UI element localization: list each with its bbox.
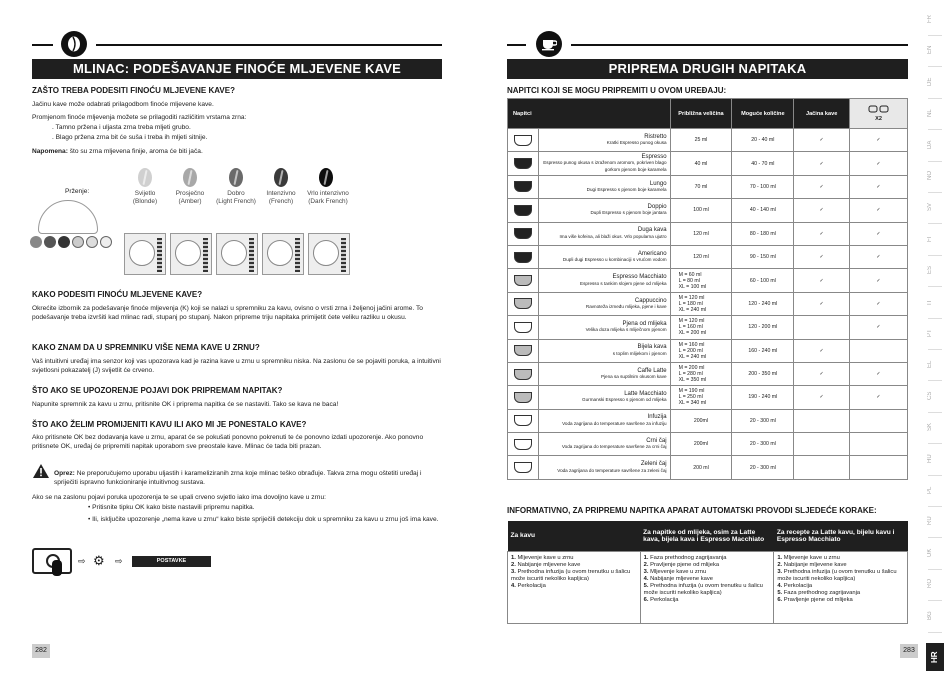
strength-check-cell: ✓ (794, 386, 850, 409)
tab-divider (928, 192, 942, 193)
x2-check-cell: ✓ (850, 245, 908, 268)
drink-name-cell (538, 152, 670, 175)
roast-label-french: Intenzivno (French) (266, 190, 296, 205)
language-tab-hu[interactable]: HU (927, 454, 933, 463)
strength-check-cell (794, 316, 850, 339)
header-rule-right (571, 44, 908, 46)
size-cell: M = 200 ml L = 280 ml XL = 350 ml (670, 362, 732, 385)
paragraph: Promjenom finoće mljevenja možete se prilagoditi različitim vrstama zrna: (32, 114, 247, 121)
table-row (508, 292, 908, 315)
drink-name-cell (538, 292, 670, 315)
drink-cup-icon (508, 129, 539, 152)
drink-name-cell (538, 129, 670, 152)
size-cell: M = 160 ml L = 200 ml XL = 240 ml (670, 339, 732, 362)
roast-label: Prženje: (65, 188, 90, 195)
drink-name: Espresso Macchiato (612, 274, 667, 281)
size-cell: 120 ml (670, 245, 732, 268)
language-tab-fi[interactable]: FI (927, 236, 933, 242)
size-cell: 200 ml (670, 456, 732, 479)
tab-divider (928, 412, 942, 413)
grind-setting-image (262, 233, 304, 275)
table-row (508, 175, 908, 198)
size-cell: M = 120 ml L = 160 ml XL = 200 ml (670, 316, 732, 339)
bullet: • Ili, isključite upozorenje „nema kave u zrnu“ kako biste spriječili detekciju dok u spremniku za kavu u zrnu još ima kave. (88, 516, 439, 523)
warning-icon (33, 464, 49, 483)
size-cell: 200ml (670, 409, 732, 432)
paragraph: Ako pritisnete OK bez dodavanja kave u zrnu, aparat će se pokušati ponovno pokrenuti te će ponovno izdati upozorenje. Ako ponovno pritisnete OK, uređaj će pripremiti napitak uporabom sve preostale kave. Mlinac će tada biti prazan. (32, 434, 424, 450)
steps-latte (774, 551, 908, 623)
drink-name-cell (538, 339, 670, 362)
section-heading: ZAŠTO TREBA PODESITI FINOĆU MLJEVENE KAVE? (32, 86, 235, 95)
page-number: 282 (32, 644, 50, 658)
drink-name: Bijela kava (637, 344, 667, 351)
language-tab-en[interactable]: EN (927, 46, 933, 55)
tab-divider (928, 506, 942, 507)
strength-check-cell: ✓ (794, 222, 850, 245)
range-cell: 190 - 240 ml (732, 386, 794, 409)
column-header: Približna veličina (670, 99, 732, 129)
paragraph: Ako se na zaslonu pojavi poruka upozorenja te se upali crveno svjetlo iako ima dovoljno kave u zrnu: (32, 494, 326, 501)
drink-name: Americano (637, 250, 667, 257)
drink-name: Infuzija (647, 414, 667, 421)
size-cell: M = 120 ml L = 180 ml XL = 240 ml (670, 292, 732, 315)
strength-check-cell: ✓ (794, 362, 850, 385)
tab-divider (928, 223, 942, 224)
range-cell: 20 - 300 ml (732, 456, 794, 479)
drink-cup-icon (508, 245, 539, 268)
section-heading: NAPITCI KOJI SE MOGU PRIPREMITI U OVOM UREĐAJU: (507, 86, 727, 95)
drink-description: Ravnoteža između mlijeka, pjene i kave (585, 303, 667, 309)
right-page (475, 0, 950, 674)
table-row (508, 269, 908, 292)
drink-description: Voda zagrijana do temperature savršene za infuziju (562, 420, 667, 426)
drink-cup-icon (508, 292, 539, 315)
table-row (508, 245, 908, 268)
gear-icon: ⚙ (93, 553, 105, 568)
strength-check-cell: ✓ (794, 339, 850, 362)
tab-divider (928, 600, 942, 601)
strength-check-cell (794, 433, 850, 456)
table-row (508, 222, 908, 245)
range-cell: 80 - 180 ml (732, 222, 794, 245)
drink-name: Doppio (647, 203, 667, 210)
roast-bean-blonde (138, 168, 152, 187)
range-cell: 160 - 240 ml (732, 339, 794, 362)
strength-check-cell: ✓ (794, 199, 850, 222)
range-cell: 20 - 300 ml (732, 409, 794, 432)
roast-label-light-french: Dobro (Light French) (216, 190, 256, 205)
table-row (508, 409, 908, 432)
arrow-right-icon: ⇨ (78, 556, 86, 566)
language-tab-pt[interactable]: PT (927, 329, 933, 337)
drink-name-cell (538, 222, 670, 245)
table-row (508, 433, 908, 456)
drink-description: Ima više kofeina, ali blaži okus. Vrlo popularna ujutro (559, 233, 667, 239)
language-tab-fr[interactable]: FR (927, 15, 933, 23)
drink-description: s toplim mlijekom i pjenom (612, 350, 667, 356)
table-row (508, 199, 908, 222)
drink-cup-icon (508, 433, 539, 456)
tab-divider (928, 35, 942, 36)
strength-check-cell (794, 409, 850, 432)
table-row (508, 316, 908, 339)
strength-check-cell (794, 456, 850, 479)
x2-check-cell: ✓ (850, 175, 908, 198)
note (32, 147, 203, 156)
drink-name: Caffe Latte (637, 367, 667, 374)
x2-check-cell: ✓ (850, 269, 908, 292)
step-item: 2. Nabijanje mljevene kave (777, 561, 847, 568)
strength-check-cell: ✓ (794, 175, 850, 198)
size-cell: 100 ml (670, 199, 732, 222)
drink-description: Gurmanski Espresso s pjenom od mlijeka (582, 397, 667, 403)
x2-check-cell: ✓ (850, 316, 908, 339)
size-cell: 70 ml (670, 175, 732, 198)
section-heading: KAKO PODESITI FINOĆU MLJEVENE KAVE? (32, 290, 203, 299)
drink-name-cell (538, 175, 670, 198)
grind-setting-image (170, 233, 212, 275)
size-cell: 200ml (670, 433, 732, 456)
drink-cup-icon (508, 339, 539, 362)
grinder-illustration (38, 200, 98, 234)
drink-description: Velika doza mlijeka s mliječnom pjenom (585, 327, 667, 333)
section-heading: ŠTO AKO ŽELIM PROMIJENITI KAVU ILI AKO MI JE PONESTALO KAVE? (32, 420, 307, 429)
table-row (508, 152, 908, 175)
range-cell: 120 - 200 ml (732, 316, 794, 339)
arrow-right-icon: ⇨ (115, 556, 123, 566)
x2-check-cell: ✓ (850, 362, 908, 385)
language-tab-pl[interactable]: PL (927, 486, 933, 494)
x2-check-cell: ✓ (850, 199, 908, 222)
column-header-x2: X2 (850, 99, 908, 129)
roast-bean-dark-french (319, 168, 333, 187)
section-heading: INFORMATIVNO, ZA PRIPREMU NAPITKA APARAT AUTOMATSKI PROVODI SLJEDEĆE KORAKE: (507, 506, 877, 515)
grind-setting-image (216, 233, 258, 275)
drink-description: Dugi Espresso s pjenom boje karamela (586, 186, 667, 192)
step-item: 1. Mljevenje kave u zrnu (511, 554, 574, 561)
strength-check-cell: ✓ (794, 152, 850, 175)
language-tab-no[interactable]: NO (927, 171, 933, 181)
double-cup-icon (867, 105, 891, 114)
size-cell: 25 ml (670, 129, 732, 152)
language-tab-ru[interactable]: RU (927, 517, 933, 526)
language-tab-ro[interactable]: RO (927, 579, 933, 589)
drink-name-cell (538, 386, 670, 409)
language-tab-nl[interactable]: NL (927, 109, 933, 118)
language-tab-es[interactable]: ES (927, 266, 933, 275)
tab-divider (928, 349, 942, 350)
drink-description: Espresso punog okusa s izraženom aromom, pokriven blago gorkom pjenom boje karamela (543, 160, 667, 172)
drink-description: Dupli Espresso s pjenom boje jantara (590, 210, 667, 216)
language-tab-cs[interactable]: CS (927, 391, 933, 400)
roast-bean-amber (183, 168, 197, 187)
drink-cup-icon (508, 175, 539, 198)
paragraph: Napunite spremnik za kavu u zrnu, pritisnite OK i priprema napitka će se nastaviti. Tako se kava ne baca! (32, 401, 339, 408)
steps-milk (640, 551, 774, 623)
size-cell: M = 190 ml L = 250 ml XL = 340 ml (670, 386, 732, 409)
table-row (508, 339, 908, 362)
warning-body: Ne preporučujemo uporabu uljastih i karameliziranih zrna koje mlinac teško obrađuje. Takva zrna mogu oštetiti uređaj i spriječiti ispravno funkcioniranje intuitivnog sustava. (54, 470, 422, 486)
drink-cup-icon (508, 222, 539, 245)
step-item: 2. Pravljenje pjene od mlijeka (643, 561, 720, 568)
drink-cup-icon (508, 316, 539, 339)
drink-description: Kratki Espresso punog okusa (606, 140, 667, 146)
step-item: 6. Pravljenje pjene od mlijeka (777, 596, 853, 603)
size-cell: M = 60 ml L = 80 ml XL = 100 ml (670, 269, 732, 292)
roast-label-amber: Prosječno (Amber) (175, 190, 205, 205)
tab-divider (928, 443, 942, 444)
range-cell: 200 - 350 ml (732, 362, 794, 385)
strength-check-cell: ✓ (794, 269, 850, 292)
step-item: 3. Prethodna infuzija (u ovom trenutku u šalicu može iscuriti nekoliko kapljica) (777, 568, 897, 582)
steps-coffee (508, 551, 641, 623)
warning-text (54, 469, 444, 487)
step-item: 4. Nabijanje mljevene kave (643, 575, 713, 582)
bullet: . Blago pržena zrna bit će suša i treba ih mljeti sitnije. (52, 134, 208, 141)
column-header: Jačina kave (794, 99, 850, 129)
x2-check-cell: ✓ (850, 386, 908, 409)
range-cell: 70 - 100 ml (732, 175, 794, 198)
header-rule-left (32, 44, 53, 46)
x2-check-cell (850, 433, 908, 456)
grind-setting-image (308, 233, 350, 275)
paragraph: Vaš intuitivni uređaj ima senzor koji vas upozorava kad je razina kave u zrnu u spremniku niska. Na zaslonu će se pojaviti poruka, a intuitivni svjetlosni pokazatelj (J) svijetlit će crveno. (32, 358, 441, 374)
hand-pointer-icon (52, 560, 62, 576)
paragraph: Okrećite izbornik za podešavanje finoće mljevenja (K) koji se nalazi u spremniku za kavu, ovisno o vrsti zrna i željenoj jačini arome. To podešavanje treba izvršiti kad mlinac radi, stupanj po stupanj. Nakon pripreme triju napitaka primijetit ćete veliku razliku u okusu. (32, 305, 423, 321)
tab-divider (928, 380, 942, 381)
step-item: 1. Mljevenje kave u zrnu (777, 554, 840, 561)
drink-cup-icon (508, 386, 539, 409)
drink-cup-icon (508, 199, 539, 222)
tab-divider (928, 475, 942, 476)
drink-name: Espresso (641, 153, 667, 160)
drink-name: Ristretto (644, 133, 667, 140)
tab-divider (928, 161, 942, 162)
settings-button[interactable]: POSTAVKE (132, 556, 211, 567)
column-header: Za recepte za Latte kavu, bijelu kavu i Espresso Macchiato (774, 521, 908, 551)
drink-name: Latte Macchiato (624, 391, 667, 398)
drink-name: Cappuccino (634, 297, 667, 304)
x2-check-cell (850, 339, 908, 362)
note-text: što su zrna mljevena finije, aroma će biti jača. (67, 148, 203, 155)
note-label: Napomena: (32, 148, 68, 155)
drink-name-cell (538, 433, 670, 456)
drink-name-cell (538, 316, 670, 339)
range-cell: 90 - 150 ml (732, 245, 794, 268)
roast-label-blonde: Svijetlo (Blonde) (132, 190, 158, 205)
column-header: Za kavu (508, 521, 641, 551)
bullet: . Tamno pržena i uljasta zrna treba mljeti grubo. (52, 124, 191, 131)
drink-name: Duga kava (637, 227, 667, 234)
step-item: 6. Perkolacija (643, 596, 679, 603)
tab-divider (928, 66, 942, 67)
drink-name: Pjena od mlijeka (622, 320, 667, 327)
range-cell: 20 - 300 ml (732, 433, 794, 456)
tab-divider (928, 286, 942, 287)
coffee-bean-icon (61, 31, 87, 57)
roast-bean-french (274, 168, 288, 187)
range-cell: 60 - 100 ml (732, 269, 794, 292)
strength-check-cell: ✓ (794, 245, 850, 268)
warning-label: Oprez: (54, 470, 75, 477)
step-item: 4. Perkolacija (511, 582, 546, 589)
table-row (508, 362, 908, 385)
tab-divider (928, 98, 942, 99)
language-tab-uk[interactable]: UK (927, 548, 933, 557)
drink-name-cell (538, 362, 670, 385)
x2-check-cell: ✓ (850, 129, 908, 152)
language-tab-el[interactable]: EL (927, 360, 933, 369)
range-cell: 20 - 40 ml (732, 129, 794, 152)
drink-cup-icon (508, 409, 539, 432)
x2-check-cell: ✓ (850, 152, 908, 175)
drink-name-cell (538, 456, 670, 479)
drink-description: Pjena sa suptilnim okusom kave (600, 374, 667, 380)
column-header: Napitci (508, 99, 671, 129)
language-tab-da[interactable]: DA (927, 140, 933, 149)
drink-name: Lungo (649, 180, 667, 187)
drinks-table (507, 98, 908, 480)
range-cell: 40 - 140 ml (732, 199, 794, 222)
language-tab-sk[interactable]: SK (927, 423, 933, 432)
drink-name: Crni čaj (646, 437, 667, 444)
drink-name-cell (538, 245, 670, 268)
drink-cup-icon (508, 152, 539, 175)
table-row (508, 129, 908, 152)
tab-divider (928, 129, 942, 130)
step-item: 1. Faza prethodnog zagrijavanja (643, 554, 727, 561)
grind-setting-image (124, 233, 166, 275)
section-heading: KAKO ZNAM DA U SPREMNIKU VIŠE NEMA KAVE U ZRNU? (32, 343, 260, 352)
drink-cup-icon (508, 456, 539, 479)
tab-divider (928, 255, 942, 256)
strength-check-cell: ✓ (794, 292, 850, 315)
step-item: 3. Mljevenje kave u zrnu (643, 568, 707, 575)
range-cell: 40 - 70 ml (732, 152, 794, 175)
section-heading: ŠTO AKO SE UPOZORENJE POJAVI DOK PRIPREMAM NAPITAK? (32, 386, 283, 395)
column-header: Moguće količine (732, 99, 794, 129)
table-row (508, 456, 908, 479)
grinder-dial (30, 236, 122, 250)
drink-description: Voda zagrijana do temperature savršene za crni čaj (561, 444, 667, 450)
column-header: Za napitke od mlijeka, osim za Latte kava, bijela kava i Espresso Macchiato (640, 521, 774, 551)
coffee-cup-icon (536, 31, 562, 57)
table-row (508, 386, 908, 409)
range-cell: 120 - 240 ml (732, 292, 794, 315)
step-item: 3. Prethodna infuzija (u ovom trenutku u šalicu može iscuriti nekoliko kapljica) (511, 568, 631, 582)
drink-name-cell (538, 199, 670, 222)
roast-bean-light-french (229, 168, 243, 187)
tab-divider (928, 632, 942, 633)
language-tab-de[interactable]: DE (927, 77, 933, 86)
tab-divider (928, 318, 942, 319)
drink-name-cell (538, 409, 670, 432)
drink-name: Zeleni čaj (640, 461, 667, 468)
drink-description: Dupli dugi Espresso u kombinaciji s vrućom vodom (562, 257, 667, 263)
tab-divider (928, 569, 942, 570)
size-cell: 120 ml (670, 222, 732, 245)
drink-name-cell (538, 269, 670, 292)
page-number: 283 (900, 644, 918, 658)
step-item: 2. Nabijanje mljevene kave (511, 561, 581, 568)
page-title: PRIPREMA DRUGIH NAPITAKA (507, 59, 908, 79)
x2-check-cell: ✓ (850, 292, 908, 315)
tab-divider (928, 537, 942, 538)
header-rule-left (507, 44, 526, 46)
strength-check-cell: ✓ (794, 129, 850, 152)
step-item: 5. Prethodna infuzija (u ovom trenutku u šalicu može iscuriti nekoliko kapljica) (643, 582, 763, 596)
drink-cup-icon (508, 362, 539, 385)
x2-check-cell: ✓ (850, 222, 908, 245)
paragraph: Jačinu kave može odabrati prilagodbom finoće mljevene kave. (32, 101, 214, 108)
page-title: MLINAC: PODEŠAVANJE FINOĆE MLJEVENE KAVE (32, 59, 442, 79)
language-tab-bg[interactable]: BG (927, 611, 933, 620)
language-tab-hr[interactable]: HR (926, 643, 944, 671)
language-tab-sv[interactable]: SV (927, 203, 933, 212)
header-rule-right (96, 44, 442, 46)
steps-table (507, 521, 908, 624)
roast-label-dark-french: Vrlo intenzivno (Dark French) (307, 190, 349, 205)
drink-description: Espresso s tankim slojem pjene od mlijeka (580, 280, 667, 286)
step-item: 5. Faza prethodnog zagrijavanja (777, 589, 861, 596)
step-item: 4. Perkolacija (777, 582, 813, 589)
drink-description: Voda zagrijana do temperature savršene za zeleni čaj (557, 467, 667, 473)
language-tab-it[interactable]: IT (927, 298, 933, 305)
drink-cup-icon (508, 269, 539, 292)
x2-check-cell (850, 409, 908, 432)
x2-check-cell (850, 456, 908, 479)
bullet: • Pritisnite tipku OK kako biste nastavili pripremu napitka. (88, 504, 255, 511)
size-cell: 40 ml (670, 152, 732, 175)
